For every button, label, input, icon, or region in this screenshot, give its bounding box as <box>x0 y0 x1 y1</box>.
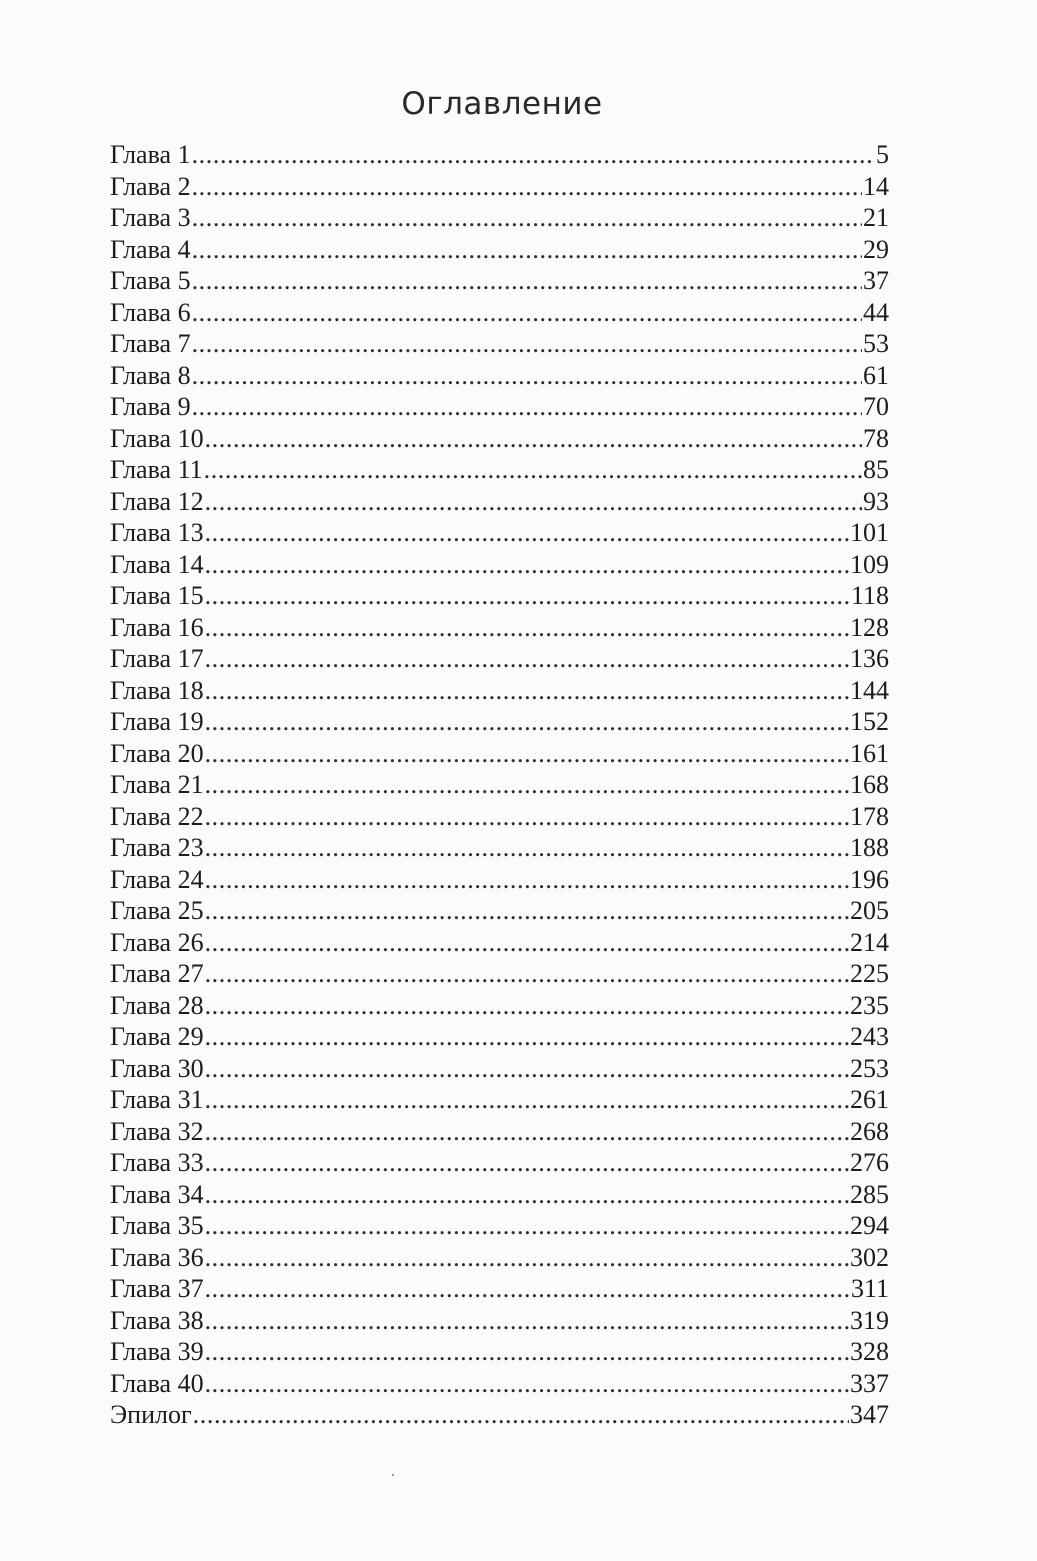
toc-entry-page-number: 235 <box>850 990 889 1020</box>
toc-entry <box>110 1053 889 1085</box>
dot-leader <box>205 675 849 707</box>
toc-entry-label: Глава 9 <box>110 392 191 421</box>
toc-entry <box>110 171 889 203</box>
toc-entry-label: Глава 31 <box>110 1085 204 1114</box>
toc-entry-label: Глава 14 <box>110 549 204 579</box>
dot-leader <box>205 927 849 959</box>
toc-entry <box>110 864 889 896</box>
toc-entry-label: Глава 30 <box>110 1053 204 1083</box>
dot-leader <box>205 1053 849 1085</box>
toc-entry <box>110 643 889 675</box>
toc-entry-page-number: 44 <box>863 297 889 327</box>
toc-entry-page-number: 144 <box>850 675 889 705</box>
toc-entry <box>110 1336 889 1368</box>
dot-leader <box>192 234 862 266</box>
toc-entry-page-number: 337 <box>850 1368 889 1398</box>
dot-leader <box>205 706 849 738</box>
toc-entry <box>110 1399 889 1431</box>
toc-entry-label: Глава 37 <box>110 1274 204 1303</box>
dot-leader <box>205 990 849 1022</box>
toc-entry-label: Глава 3 <box>110 203 191 232</box>
toc-entry-label: Глава 36 <box>110 1242 204 1272</box>
table-of-contents <box>110 139 889 1431</box>
dot-leader <box>205 958 849 990</box>
toc-entry-label: Глава 16 <box>110 612 204 642</box>
toc-entry <box>110 549 889 581</box>
toc-entry-label: Глава 12 <box>110 486 204 516</box>
toc-entry-label: Глава 29 <box>110 1022 204 1051</box>
toc-entry <box>110 234 889 266</box>
toc-entry-page-number: 118 <box>850 581 889 610</box>
toc-entry <box>110 1084 889 1116</box>
toc-entry <box>110 1179 889 1211</box>
toc-entry <box>110 265 889 297</box>
toc-entry-label: Глава 19 <box>110 707 204 736</box>
dot-leader <box>192 391 862 423</box>
toc-entry-label: Глава 5 <box>110 266 191 295</box>
dot-leader <box>205 549 849 581</box>
toc-entry-page-number: 253 <box>850 1053 889 1083</box>
toc-entry-label: Глава 35 <box>110 1211 204 1240</box>
dot-leader <box>205 1336 849 1368</box>
toc-entry-page-number: 168 <box>850 770 889 799</box>
toc-entry-page-number: 347 <box>850 1400 889 1429</box>
toc-entry <box>110 454 889 486</box>
toc-entry <box>110 423 889 455</box>
toc-entry-label: Глава 6 <box>110 297 191 327</box>
dot-leader <box>205 643 849 675</box>
toc-entry-page-number: 225 <box>850 959 889 988</box>
toc-entry-page-number: 14 <box>863 171 889 201</box>
dot-leader <box>205 1084 849 1116</box>
toc-entry <box>110 202 889 234</box>
dot-leader <box>205 864 849 896</box>
toc-entry-label: Глава 21 <box>110 770 204 799</box>
toc-entry-label: Глава 13 <box>110 518 204 547</box>
toc-entry-label: Глава 27 <box>110 959 204 988</box>
toc-entry <box>110 801 889 833</box>
dot-leader <box>205 486 862 518</box>
toc-entry-page-number: 243 <box>850 1022 889 1051</box>
toc-entry <box>110 958 889 990</box>
toc-entry-page-number: 78 <box>863 423 889 453</box>
toc-entry-label: Глава 24 <box>110 864 204 894</box>
toc-entry <box>110 486 889 518</box>
toc-entry <box>110 580 889 612</box>
toc-entry <box>110 1116 889 1148</box>
toc-entry <box>110 139 889 171</box>
toc-entry-page-number: 21 <box>863 203 889 232</box>
toc-entry-label: Глава 11 <box>110 455 203 484</box>
toc-entry-page-number: 276 <box>850 1148 889 1177</box>
toc-entry-page-number: 5 <box>876 140 889 169</box>
toc-entry <box>110 1147 889 1179</box>
dot-leader <box>192 202 862 234</box>
dot-leader <box>192 328 862 360</box>
toc-entry <box>110 1273 889 1305</box>
toc-entry-page-number: 319 <box>850 1305 889 1335</box>
toc-entry-page-number: 268 <box>850 1116 889 1146</box>
toc-entry-label: Глава 8 <box>110 360 191 390</box>
toc-entry-page-number: 294 <box>850 1211 889 1240</box>
toc-entry-label: Глава 20 <box>110 738 204 768</box>
toc-entry <box>110 1021 889 1053</box>
dot-leader <box>205 612 849 644</box>
toc-entry <box>110 328 889 360</box>
dot-leader <box>205 1021 849 1053</box>
toc-entry-page-number: 93 <box>863 486 889 516</box>
toc-entry-page-number: 285 <box>850 1179 889 1209</box>
toc-entry <box>110 1368 889 1400</box>
toc-entry-label: Глава 10 <box>110 423 204 453</box>
toc-entry-label: Глава 25 <box>110 896 204 925</box>
dot-leader <box>205 1368 849 1400</box>
dot-leader <box>205 1116 849 1148</box>
toc-entry-label: Эпилог <box>110 1400 192 1429</box>
dot-leader <box>205 769 849 801</box>
toc-entry-label: Глава 33 <box>110 1148 204 1177</box>
toc-entry-page-number: 188 <box>850 833 889 862</box>
toc-entry-page-number: 136 <box>850 644 889 673</box>
dot-leader <box>192 360 862 392</box>
toc-entry-page-number: 29 <box>863 234 889 264</box>
dot-leader <box>205 738 849 770</box>
dot-leader <box>205 832 849 864</box>
toc-entry <box>110 675 889 707</box>
toc-entry-label: Глава 17 <box>110 644 204 673</box>
toc-entry <box>110 738 889 770</box>
toc-entry <box>110 360 889 392</box>
toc-entry-label: Глава 15 <box>110 581 204 610</box>
toc-entry <box>110 706 889 738</box>
toc-entry-label: Глава 23 <box>110 833 204 862</box>
toc-entry-page-number: 53 <box>863 329 889 358</box>
dot-leader <box>205 895 849 927</box>
toc-entry-page-number: 152 <box>850 707 889 736</box>
dot-leader <box>205 1273 850 1305</box>
toc-entry-label: Глава 40 <box>110 1368 204 1398</box>
toc-entry-label: Глава 28 <box>110 990 204 1020</box>
toc-entry <box>110 927 889 959</box>
dot-leader <box>205 1210 849 1242</box>
toc-entry <box>110 832 889 864</box>
toc-entry-page-number: 109 <box>850 549 889 579</box>
toc-entry-label: Глава 32 <box>110 1116 204 1146</box>
dot-leader <box>193 1399 849 1431</box>
toc-entry <box>110 1305 889 1337</box>
dot-leader <box>205 801 849 833</box>
toc-entry <box>110 895 889 927</box>
toc-entry-page-number: 70 <box>863 392 889 421</box>
toc-entry-page-number: 128 <box>850 612 889 642</box>
toc-entry-page-number: 261 <box>850 1085 889 1114</box>
page-title: Оглавление <box>401 86 603 122</box>
dot-leader <box>205 1147 849 1179</box>
toc-entry-page-number: 85 <box>863 455 889 484</box>
toc-entry-label: Глава 7 <box>110 329 191 358</box>
toc-entry-label: Глава 22 <box>110 801 204 831</box>
dot-leader <box>205 1305 849 1337</box>
toc-entry-page-number: 311 <box>850 1274 889 1303</box>
dot-leader <box>205 423 862 455</box>
toc-entry-page-number: 214 <box>850 927 889 957</box>
dot-leader <box>192 297 862 329</box>
dot-leader <box>192 171 862 203</box>
toc-entry-label: Глава 26 <box>110 927 204 957</box>
toc-entry-page-number: 196 <box>850 864 889 894</box>
toc-entry-label: Глава 38 <box>110 1305 204 1335</box>
toc-entry-label: Глава 1 <box>110 140 191 169</box>
toc-entry-label: Глава 2 <box>110 171 191 201</box>
toc-entry <box>110 1242 889 1274</box>
toc-entry <box>110 612 889 644</box>
print-speck <box>392 1474 394 1476</box>
dot-leader <box>205 1242 849 1274</box>
toc-entry <box>110 1210 889 1242</box>
toc-entry <box>110 297 889 329</box>
toc-entry-page-number: 302 <box>850 1242 889 1272</box>
toc-entry <box>110 769 889 801</box>
toc-entry <box>110 391 889 423</box>
dot-leader <box>192 265 862 297</box>
toc-entry-label: Глава 18 <box>110 675 204 705</box>
toc-entry-label: Глава 34 <box>110 1179 204 1209</box>
dot-leader <box>205 1179 849 1211</box>
dot-leader <box>192 139 875 171</box>
dot-leader <box>205 580 850 612</box>
dot-leader <box>204 454 862 486</box>
dot-leader <box>205 517 849 549</box>
toc-entry-label: Глава 39 <box>110 1337 204 1366</box>
toc-entry-page-number: 161 <box>850 738 889 768</box>
toc-entry-page-number: 328 <box>850 1337 889 1366</box>
toc-entry-page-number: 37 <box>863 266 889 295</box>
toc-entry <box>110 990 889 1022</box>
toc-entry-label: Глава 4 <box>110 234 191 264</box>
toc-entry-page-number: 101 <box>850 518 889 547</box>
toc-entry-page-number: 205 <box>850 896 889 925</box>
toc-entry-page-number: 178 <box>850 801 889 831</box>
toc-entry-page-number: 61 <box>863 360 889 390</box>
toc-entry <box>110 517 889 549</box>
